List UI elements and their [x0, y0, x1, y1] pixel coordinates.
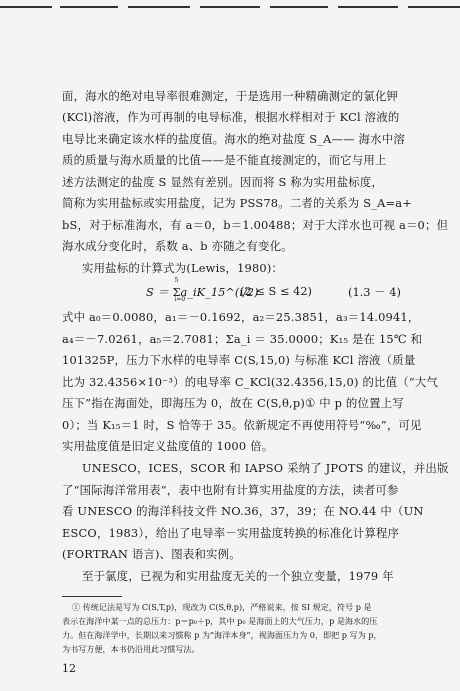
- paragraph-3-line-6: 0）；当 K₁₅＝1 时，S 恰等于 35。依新规定不再使用符号“‰”，可见: [62, 418, 422, 432]
- equation-rhs: a_iK_15^(i/2): [180, 285, 259, 299]
- paragraph-1-line-8: 海水成分变化时，系数 a、b 亦随之有变化。: [62, 239, 293, 253]
- footnote-line-2: 表示在海洋中某一点的总压力：p＝p₀＋p，其中 p₀ 是海面上的大气压力，p 是海水的压: [62, 616, 378, 626]
- paragraph-1-line-3: 电导比来确定该水样的盐度值。海水的绝对盐度 S_A—— 海水中溶: [62, 132, 405, 146]
- summation-lower-limit: i=0: [174, 296, 186, 303]
- paragraph-4-line-4: ESCO，1983），给出了电导率－实用盐度转换的标准化计算程序: [62, 526, 400, 540]
- paragraph-3-line-2: a₄＝－7.0261，a₅＝2.7081；Σa_i ＝ 35.0000；K₁₅ 是在 15℃ 和: [62, 332, 423, 346]
- paragraph-3-line-4: 比为 32.4356×10⁻³）的电导率 C_KCl(32.4356,15,0) 的比值（“大气: [62, 375, 439, 389]
- top-scan-border: [0, 0, 460, 14]
- footnote-line-1: ① 传统记法是写为 C(S,T,p)，现改为 C(S,θ,p)，严格说来，按 SI 规定，符号 p 是: [72, 602, 372, 612]
- paragraph-4-line-2: 了“国际海洋常用表”，表中也附有计算实用盐度的方法，读者可参: [62, 483, 399, 497]
- paragraph-1-line-5: 述方法测定的盐度 S 显然有差别。因而将 S 称为实用盐标度，: [62, 175, 384, 189]
- paragraph-1-line-2: (KCl)溶液，作为可再制的电导标准，根据水样相对于 KCl 溶液的: [62, 110, 400, 124]
- paragraph-1-line-6: 简称为实用盐标或实用盐度，记为 PSS78。二者的关系为 S_A=a+: [62, 196, 413, 210]
- summation-symbol: [172, 277, 186, 303]
- paragraph-1-line-4: 质的质量与海水质量的比值——是不能直接测定的，而它与用上: [62, 153, 387, 167]
- paragraph-5-line-1: 至于氯度，已视为和实用盐度无关的一个独立变量，1979 年: [82, 569, 394, 583]
- paragraph-4-line-1: UNESCO，ICES，SCOR 和 IAPSO 采纳了 JPOTS 的建议，并出版: [82, 461, 449, 475]
- page-number: 12: [62, 662, 76, 675]
- footnote-line-3: 力。但在海洋学中，长期以来习惯称 p 为“海洋本身”，视海面压力为 0，即把 p 写为 p，: [62, 630, 382, 640]
- paragraph-1-line-7: bS，对于标准海水，有 a＝0，b＝1.00488；对于大洋水也可视 a＝0；但: [62, 218, 449, 232]
- footnote-divider: [62, 596, 122, 597]
- paragraph-3-line-7: 实用盐度值是旧定义盐度值的 1000 倍。: [62, 439, 274, 453]
- paragraph-3-line-3: 101325P，压力下水样的电导率 C(S,15,0) 与标准 KCl 溶液（质量: [62, 353, 416, 367]
- paragraph-4-line-3: 看 UNESCO 的海洋科技文件 NO.36，37，39；在 NO.44 中（UN: [62, 504, 424, 518]
- summation-upper-limit: 5: [174, 277, 179, 284]
- paragraph-2-intro: 实用盐标的计算式为(Lewis，1980)：: [82, 261, 284, 275]
- paragraph-4-line-5: (FORTRAN 语言)、图表和实例。: [62, 547, 241, 561]
- equation-lhs: S ＝: [146, 285, 173, 299]
- equation-range: (2 ≤ S ≤ 42): [240, 284, 313, 298]
- footnote-line-4: 为书写方便，本书仍沿用此习惯写法。: [62, 644, 200, 654]
- paragraph-1-line-1: 面，海水的绝对电导率很难测定，于是选用一种精确测定的氯化钾: [62, 89, 399, 103]
- paragraph-3-line-5: 压下”指在海面处，即海压为 0，故在 C(S,θ,p)① 中 p 的位置上写: [62, 396, 404, 410]
- equation-number: (1.3 － 4): [348, 285, 401, 299]
- summation-sign: Σ: [172, 285, 181, 299]
- paragraph-3-line-1: 式中 a₀＝0.0080，a₁＝－0.1692，a₂＝25.3851，a₃＝14.0941，: [62, 310, 420, 324]
